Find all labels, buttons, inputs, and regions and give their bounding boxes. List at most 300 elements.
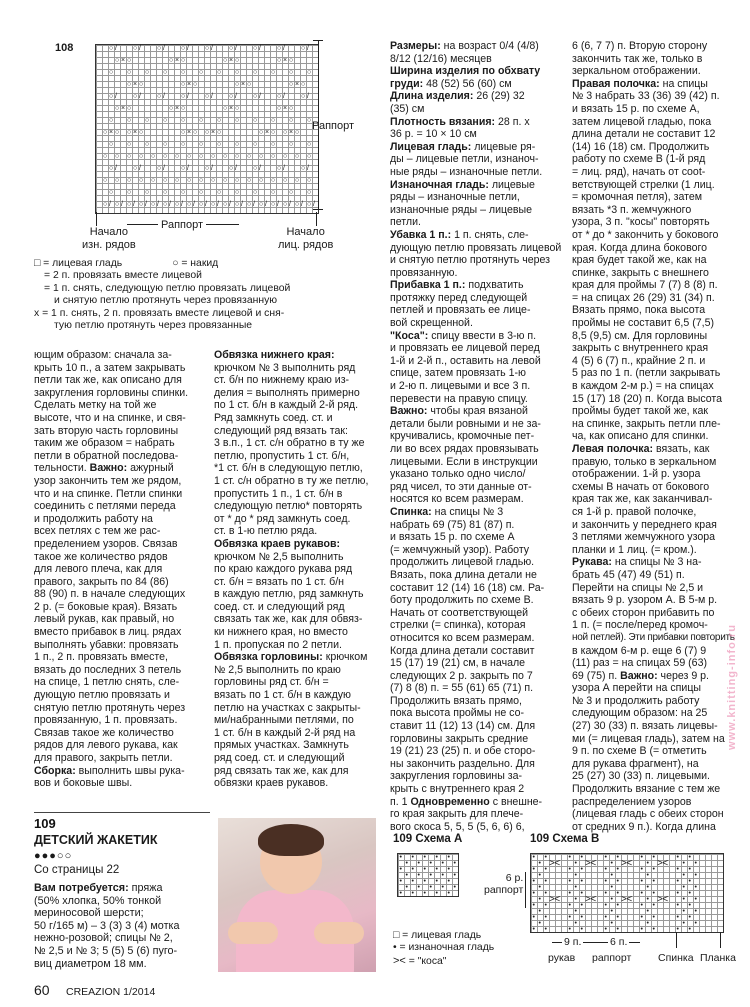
yarnover-icon: ○ [211, 153, 215, 160]
yarnover-icon: ○ [199, 153, 203, 160]
text-line: вого скоса 5, 5, 5 (5, 6, 6) 6, [390, 820, 525, 833]
yarnover-icon: ○ [223, 177, 227, 184]
text-line: составит 12 (14) 16 (18) см. Ра- [390, 581, 545, 594]
sleeve-edging-label: Обвязка краев рукавов: [214, 537, 341, 550]
cable-cross-icon: >< [621, 894, 632, 905]
text-line: выполнять убавки: провязать [34, 638, 179, 651]
yarnover-icon: ○ [283, 177, 287, 184]
text-line: носятся ко всем размерам. [390, 493, 524, 506]
yarnover-icon: ○ [169, 57, 173, 64]
yarnover-icon: ○ [301, 165, 305, 172]
yarnover-icon: ○ [277, 57, 281, 64]
sk2p-icon: × [283, 105, 287, 112]
k2tog-icon: / [253, 201, 255, 208]
yarnover-icon: ○ [127, 57, 131, 64]
purl-dot-icon: • [640, 913, 643, 921]
yarnover-icon: ○ [289, 189, 293, 196]
k2tog-icon: / [187, 165, 189, 172]
text-line: края так же, как заканчивал- [572, 493, 713, 506]
purl-dot-icon: • [616, 853, 619, 861]
yarnover-icon: ○ [277, 105, 281, 112]
stockinette-label: Лицевая гладь: [390, 140, 472, 153]
rapport-tick-top [313, 40, 323, 41]
text-line: 50 г/165 м) – 3 (3) 3 (4) мотка [34, 919, 180, 932]
text-line: пока высота проймы не со- [390, 707, 525, 720]
text-line: закругления горловины спинки. [34, 386, 189, 399]
yarnover-icon: ○ [271, 129, 275, 136]
k2tog-icon: / [133, 201, 135, 208]
sk2p-icon: × [133, 81, 137, 88]
legend-sk2p-2: тую петлю протянуть через провязанные [54, 320, 253, 332]
purl-dot-icon: • [694, 907, 697, 915]
purl-dot-icon: • [580, 913, 583, 921]
magazine-issue: CREAZION 1/2014 [66, 986, 156, 998]
purl-dot-icon: • [682, 895, 685, 903]
text-line: в каждом 6-м р. еще 6 (7) 9 [572, 644, 707, 657]
purl-dot-icon: • [688, 853, 691, 861]
purl-dot-icon: • [688, 925, 691, 933]
yarnover-icon: ○ [295, 201, 299, 208]
text-line: для рукава фрагмент), на [572, 757, 699, 770]
gauge-value: 28 п. х [495, 115, 530, 128]
purl-dot-icon: • [640, 865, 643, 873]
yarnover-icon: ○ [109, 117, 113, 124]
text-span: через 9 р. [657, 669, 709, 682]
purl-dot-icon: • [676, 853, 679, 861]
text-line: правого, закрыть по 84 (86) [34, 575, 169, 588]
purl-dot-icon: • [429, 883, 432, 891]
purl-dot-icon: • [652, 865, 655, 873]
purl-dot-icon: • [538, 895, 541, 903]
text-span: на спицы № 3 [431, 505, 504, 518]
text-span: выполнить швы рука- [75, 764, 185, 777]
text-line: от средних 9 п.). Когда длина [572, 820, 716, 833]
k2tog-icon: / [217, 201, 219, 208]
text-line: = на спицах 26 (29) 31 (34) п. [572, 291, 715, 304]
scheme-a-title: 109 Схема А [393, 833, 463, 845]
text-line: от * до * закончить у бокового [572, 228, 719, 241]
purl-dot-icon: • [682, 871, 685, 879]
text-line: ся 1-й р. правой полочке, [572, 505, 697, 518]
purl-dot-icon: • [580, 889, 583, 897]
yarnover-icon: ○ [109, 165, 113, 172]
purl-dot-icon: • [694, 871, 697, 879]
yarnover-icon: ○ [283, 153, 287, 160]
text-line: вов и боковые швы. [34, 777, 133, 790]
text-span: п. 1 [390, 795, 408, 808]
text-line: прямых участках. Замкнуть [214, 739, 349, 752]
yarnover-icon: ○ [127, 81, 131, 88]
purl-dot-icon: • [616, 877, 619, 885]
chart-108-number: 108 [55, 42, 74, 54]
k2tog-icon: / [259, 165, 261, 172]
purl-dot-icon: • [646, 883, 649, 891]
purl-dot-icon: • [580, 877, 583, 885]
text-line: 3 в.п., 1 ст. с/н обратно в ту же [214, 437, 365, 450]
legend-109 [393, 930, 533, 968]
text-line: дующую петлю провязать и [34, 689, 170, 702]
text-line: пределением узоров. Связав [34, 537, 178, 550]
yarnover-icon: ○ [211, 201, 215, 208]
vertical-watermark: www.knitting-info.ru [726, 624, 738, 750]
purl-dot-icon: • [640, 877, 643, 885]
k2tog-icon: / [169, 201, 171, 208]
text-line: длина детали не составит 12 [572, 128, 716, 141]
text-span: крючком [322, 651, 368, 664]
text-line: Когда длина детали составит [390, 644, 535, 657]
yarnover-icon: ○ [175, 177, 179, 184]
sk2p-icon: × [229, 105, 233, 112]
text-line: *1 ст. б/н в следующую петлю, [214, 462, 363, 475]
k2tog-icon: / [115, 165, 117, 172]
purl-dot-icon: • [682, 859, 685, 867]
purl-dot-icon: • [544, 877, 547, 885]
text-line: по краю каждого рукава ряд [214, 563, 353, 576]
text-line: края для проймы 7 (7) 8 (8) п. [572, 279, 718, 292]
purl-dot-icon: • [405, 883, 408, 891]
text-line: ча, как описано для спинки. [572, 430, 709, 443]
k2tog-icon: / [235, 93, 237, 100]
purl-dot-icon: • [574, 883, 577, 891]
text-line: и закончить у переднего края [572, 518, 717, 531]
purl-dot-icon: • [447, 865, 450, 873]
purl-dot-icon: • [411, 865, 414, 873]
yarnover-icon: ○ [307, 153, 311, 160]
yarnover-icon: ○ [181, 69, 185, 76]
yarnover-icon: ○ [193, 129, 197, 136]
yarnover-icon: ○ [199, 117, 203, 124]
purl-dot-icon: • [646, 871, 649, 879]
purl-dot-icon: • [399, 877, 402, 885]
arrow-start-knit [316, 212, 317, 226]
text-line: ли во всех рядах провязывать [390, 443, 539, 455]
yarnover-icon: ○ [127, 189, 131, 196]
purl-dot-icon: • [616, 913, 619, 921]
baby-jacket-photo [218, 818, 376, 972]
yarnover-icon: ○ [127, 117, 131, 124]
rapport-rows-label: раппорт [484, 884, 524, 896]
yarnover-icon: ○ [289, 81, 293, 88]
yarnover-icon: ○ [109, 141, 113, 148]
purl-dot-icon: • [538, 883, 541, 891]
purl-dot-icon: • [640, 901, 643, 909]
text-span: тельности. [34, 462, 87, 475]
cable-cross-icon: >< [549, 894, 560, 905]
purl-dot-icon: • [616, 889, 619, 897]
purl-dot-icon: • [405, 859, 408, 867]
text-line: 2 р. (= боковые края). Вязать [34, 600, 178, 613]
yarnover-icon: ○ [253, 165, 257, 172]
text-line: вместо прибавок в лиц. рядах [34, 626, 182, 639]
purl-dot-icon: • [694, 895, 697, 903]
yarnover-icon: ○ [271, 201, 275, 208]
yarnover-icon: ○ [199, 201, 203, 208]
purl-dot-icon: • [610, 907, 613, 915]
text-line: перевести на правую спицу. [390, 392, 528, 405]
yarnover-icon: ○ [175, 153, 179, 160]
yarnover-icon: ○ [235, 81, 239, 88]
text-line: крючком № 3 выполнить ряд [214, 361, 356, 374]
text-line: с обеих сторон прибавить по [572, 606, 715, 619]
k2tog-icon: / [289, 201, 291, 208]
yarnover-icon: ○ [127, 69, 131, 76]
text-line: схемы В начать от бокового [572, 480, 710, 493]
text-line: крючком № 2,5 выполнить [214, 550, 344, 563]
yarnover-icon: ○ [145, 189, 149, 196]
yarnover-icon: ○ [235, 69, 239, 76]
purl-dot-icon: • [610, 919, 613, 927]
text-line: № 3 набрать 33 (36) 39 (42) п. [572, 90, 720, 103]
start-knit-line1: Начало [286, 226, 325, 238]
purl-dot-icon: • [568, 853, 571, 861]
purl-dot-icon: • [616, 865, 619, 873]
text-line: вязать до последних 3 петель [34, 663, 182, 676]
cable-cross-icon: >< [549, 858, 560, 869]
sizes-value: на возраст 0/4 (4/8) [440, 40, 539, 52]
purl-dot-icon: • [423, 853, 426, 861]
text-line: узор закончить тем же рядом, [34, 474, 182, 487]
purl-dot-icon: • [604, 877, 607, 885]
purl-dot-icon: • [640, 925, 643, 933]
purl-dot-icon: • [441, 883, 444, 891]
k2tog-icon: / [109, 201, 111, 208]
text-line: и 2-ю п. лицевыми и все 3 п. [390, 380, 531, 393]
text-line: края будет такой же, как на [572, 254, 707, 267]
text-line: брать 45 (47) 49 (51) п. [572, 568, 685, 581]
k2tog-icon: / [115, 93, 117, 100]
purl-dot-icon: • [544, 925, 547, 933]
text-span: вязать, как [653, 443, 710, 455]
text-line: № 2,5 и № 3; 5 (5) 5 (6) пуго- [34, 944, 178, 957]
yarnover-icon: ○ [289, 57, 293, 64]
yarnover-icon: ○ [211, 177, 215, 184]
purl-dot-icon: • [682, 883, 685, 891]
purl-dot-icon: • [652, 889, 655, 897]
text-line: 1 п. (= после/перед кромоч- [572, 619, 708, 632]
text-line: петли. [390, 216, 421, 229]
reverse-stockinette-label: Изнаночная гладь: [390, 178, 489, 191]
scheme-b-6-stitches: 6 п. [610, 936, 628, 948]
rapport-rows-count: 6 р. [505, 872, 524, 884]
yarnover-icon: ○ [181, 117, 185, 124]
purl-dot-icon: • [435, 865, 438, 873]
purl-dot-icon: • [580, 853, 583, 861]
text-line: набрать 69 (75) 81 (87) п. [390, 518, 515, 531]
legend-yarnover: ○ = накид [172, 258, 219, 269]
yarnover-icon: ○ [289, 141, 293, 148]
text-line: 1 п. пропуская по 2 петли. [214, 638, 342, 651]
yarnover-icon: ○ [133, 45, 137, 52]
yarnover-icon: ○ [181, 141, 185, 148]
text-line: (11) раз = на спицах 59 (63) [572, 657, 707, 670]
purl-dot-icon: • [676, 865, 679, 873]
text-line: (35) см [390, 102, 425, 115]
legend-knit: □ = лицевая гладь [34, 258, 123, 269]
yarnover-icon: ○ [181, 129, 185, 136]
yarnover-icon: ○ [217, 141, 221, 148]
text-line: всех петлях с тем же рас- [34, 525, 161, 538]
yarnover-icon: ○ [133, 165, 137, 172]
text-line: кручивались, кромочные пет- [390, 430, 535, 443]
text-span: лицевые ря- [471, 140, 536, 153]
yarnover-icon: ○ [247, 81, 251, 88]
text-line: 5 раз по 1 п. (петли закрывать [572, 367, 721, 380]
text-line: в каждую петлю, ряд замкнуть [214, 588, 364, 601]
text-line: Вязать прямо, пока высота [572, 304, 706, 317]
text-line: крыть 10 п., а затем закрывать [34, 361, 186, 374]
text-line: проймы не составит 6,5 (7,5) [572, 317, 714, 330]
text-line: следующую петлю* повторять [214, 500, 363, 513]
yarnover-icon: ○ [259, 201, 263, 208]
text-line: для левого плеча, как для [34, 563, 163, 576]
k2tog-icon: / [145, 201, 147, 208]
text-line: ющим образом: сначала за- [34, 349, 172, 361]
purl-dot-icon: • [441, 871, 444, 879]
text-line: на спице, 1 петлю снять, сле- [34, 676, 180, 689]
yarnover-icon: ○ [145, 69, 149, 76]
yarnover-icon: ○ [115, 177, 119, 184]
purl-dot-icon: • [435, 853, 438, 861]
yarnover-icon: ○ [133, 93, 137, 100]
text-line: (27) 30 (33) п. вязать лицевы- [572, 720, 718, 733]
materials [34, 882, 214, 970]
neck-edging-label: Обвязка горловины: [214, 651, 323, 664]
purl-dot-icon: • [682, 919, 685, 927]
purl-dot-icon: • [616, 901, 619, 909]
yarnover-icon: ○ [235, 177, 239, 184]
purl-dot-icon: • [646, 859, 649, 867]
column-requirements [390, 40, 565, 833]
purl-dot-icon: • [453, 871, 456, 879]
yarnover-icon: ○ [181, 45, 185, 52]
text-line: провязанную. [390, 266, 458, 279]
purl-dot-icon: • [532, 901, 535, 909]
k2tog-icon: / [283, 93, 285, 100]
yarnover-icon: ○ [253, 141, 257, 148]
purl-dot-icon: • [453, 859, 456, 867]
yarnover-icon: ○ [139, 81, 143, 88]
text-line: 1 ст. с/н обратно в ту же петлю, [214, 474, 369, 487]
k2tog-icon: / [235, 45, 237, 52]
text-line: ми/набранными петлями, по [214, 714, 354, 727]
yarnover-icon: ○ [259, 153, 263, 160]
yarnover-icon: ○ [307, 177, 311, 184]
purl-dot-icon: • [610, 859, 613, 867]
scheme-a-grid [397, 853, 459, 897]
yarnover-icon: ○ [247, 201, 251, 208]
text-span: подхватить [465, 279, 524, 292]
text-line: 1 ст. б/н в каждый 2-й ряд на [214, 726, 356, 739]
k2tog-icon: / [187, 93, 189, 100]
text-line: 88 (90) п. в начале следующих [34, 588, 186, 601]
rapport-label-right: Раппорт [312, 120, 355, 132]
purl-dot-icon: • [568, 925, 571, 933]
yarnover-icon: ○ [235, 189, 239, 196]
text-line: 9 п. по схеме В (= отметить [572, 745, 707, 758]
text-line: распределением узоров [572, 795, 692, 808]
text-line: детали были ровными и не за- [390, 417, 541, 430]
yarnover-icon: ○ [181, 165, 185, 172]
yarnover-icon: ○ [187, 153, 191, 160]
purl-dot-icon: • [423, 889, 426, 897]
k2tog-icon: / [139, 45, 141, 52]
text-span: спицу ввести в 3-ю п. [428, 329, 537, 342]
yarnover-icon: ○ [283, 201, 287, 208]
k2tog-icon: / [115, 45, 117, 52]
cable-cross-icon: >< [621, 858, 632, 869]
length-value: 26 (29) 32 [473, 90, 525, 103]
scheme-b-rapport-rows [484, 872, 523, 896]
legend-purl-109: • = изнаночная гладь [393, 942, 495, 954]
text-line: вязать 9 р. узором А. В 5-м р. [572, 594, 718, 607]
purl-dot-icon: • [610, 871, 613, 879]
yarnover-icon: ○ [115, 129, 119, 136]
text-line: боту продолжить по схеме В. [390, 594, 534, 607]
sk2p-icon: × [121, 105, 125, 112]
text-line: закончить так же, только в [572, 52, 703, 65]
start-knit-rows [278, 226, 333, 252]
yarnover-icon: ○ [307, 141, 311, 148]
scheme-b-grid [530, 853, 724, 933]
k2tog-icon: / [307, 45, 309, 52]
sizes-label: Размеры: [390, 40, 441, 52]
purl-dot-icon: • [688, 913, 691, 921]
text-line: (= жемчужный узор). Работу [390, 543, 530, 556]
sk2p-icon: × [241, 81, 245, 88]
text-line: ряд связать так же, как для [214, 764, 349, 777]
purl-dot-icon: • [447, 877, 450, 885]
text-line: = лиц. ряд), начать от сoot- [572, 165, 706, 178]
sk2p-icon: × [121, 57, 125, 64]
k2tog-icon: / [229, 201, 231, 208]
yarnover-icon: ○ [205, 93, 209, 100]
text-line: ные ряды – изнаночные петли. [390, 165, 543, 178]
yarnover-icon: ○ [271, 141, 275, 148]
text-line: пропустить 1 п., 1 ст. б/н в [214, 487, 343, 500]
yarnover-icon: ○ [109, 45, 113, 52]
text-line: ряды – изнаночные петли, [390, 191, 520, 204]
purl-dot-icon: • [538, 907, 541, 915]
text-line: на спинке, закрыть петли пле- [572, 417, 721, 430]
purl-dot-icon: • [574, 895, 577, 903]
yarnover-icon: ○ [205, 129, 209, 136]
purl-dot-icon: • [640, 889, 643, 897]
legend-knit-109: □ = лицевая гладь [393, 930, 482, 941]
text-line: 6 (6, 7 7) п. Вторую сторону [572, 40, 708, 52]
width-label: Ширина изделия по обхвату [390, 65, 541, 78]
text-line: 19 (21) 23 (25) п. и обе сторо- [390, 745, 536, 758]
yarnover-icon: ○ [235, 153, 239, 160]
scheme-b-back: Спинка [658, 952, 694, 964]
purl-dot-icon: • [544, 889, 547, 897]
rapport-tick-bottom [313, 209, 323, 210]
purl-dot-icon: • [568, 865, 571, 873]
text-line: 36 р. = 10 × 10 см [390, 128, 477, 141]
yarnover-icon: ○ [271, 177, 275, 184]
difficulty-rating: ●●●○○ [34, 850, 73, 862]
sk2p-icon: × [175, 105, 179, 112]
k2tog-icon: / [139, 93, 141, 100]
text-line: го края закрыть для плече- [390, 808, 524, 821]
width-value: 48 (52) 56 (60) см [423, 77, 512, 90]
sk2p-icon: × [175, 57, 179, 64]
text-line: стрелки (= спинка), которая [390, 619, 526, 632]
yarnover-icon: ○ [259, 129, 263, 136]
text-line: спице, затем провязать 1-ю [390, 367, 527, 380]
text-line: Продолжить вязание с тем же [572, 783, 721, 796]
yarnover-icon: ○ [181, 189, 185, 196]
purl-dot-icon: • [652, 925, 655, 933]
